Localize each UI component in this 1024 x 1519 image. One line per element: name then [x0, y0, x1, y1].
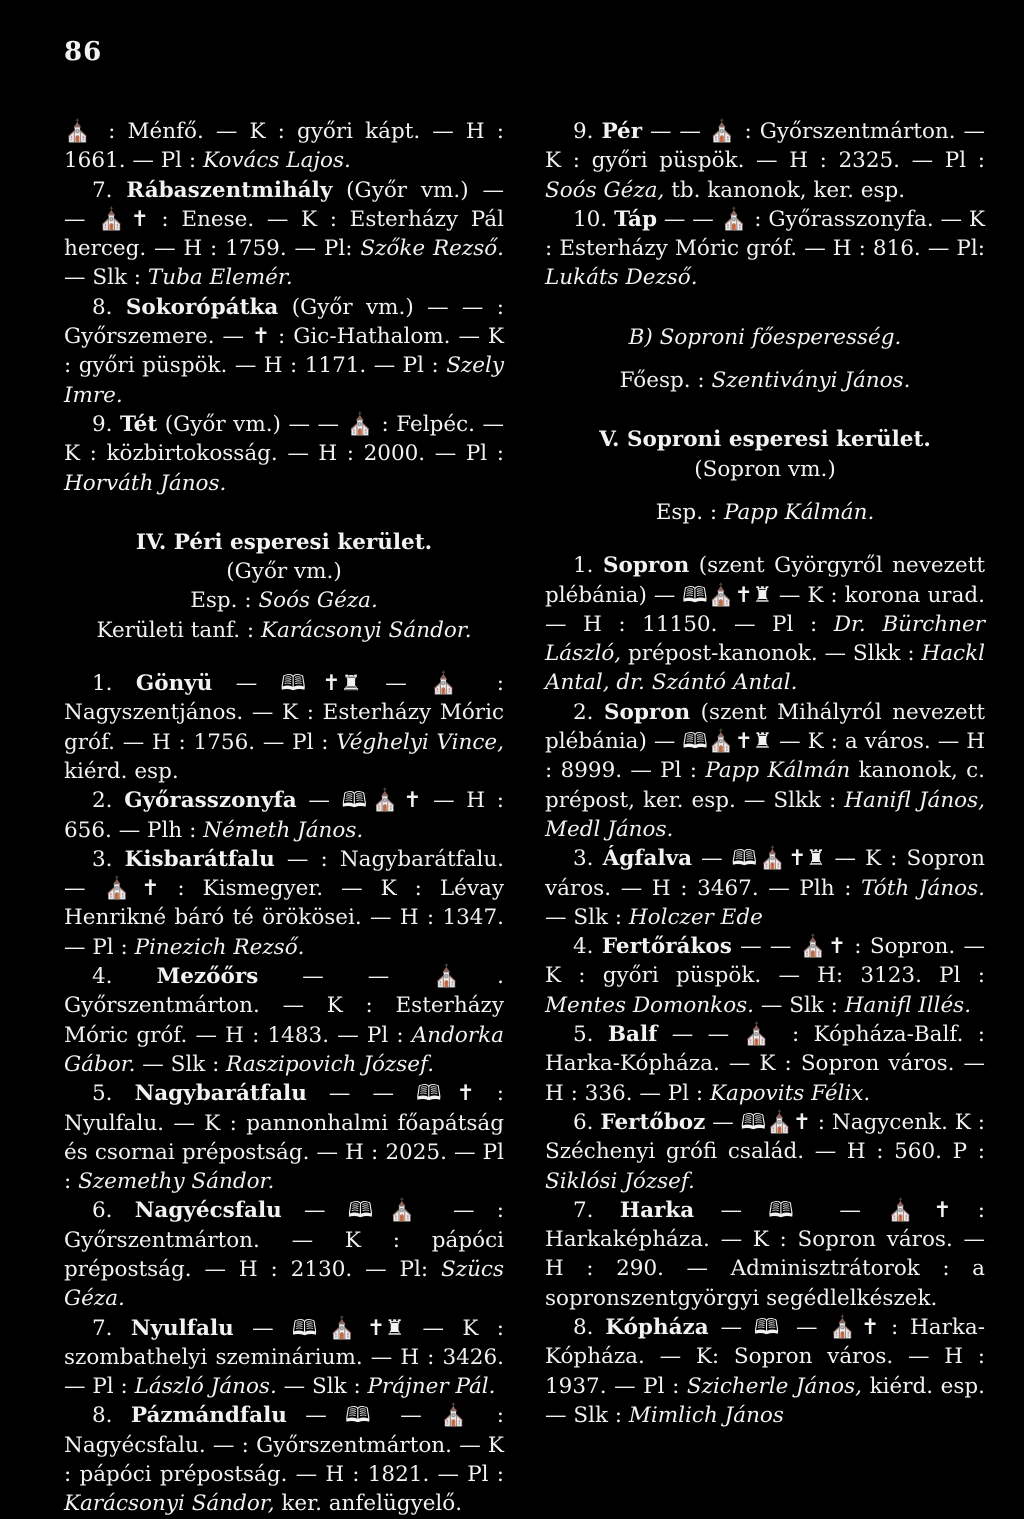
- entry-tet: [64, 410, 504, 498]
- entry-text: (szent Györgyről nevezett plébánia) — 🕮⛪✝♜ — K : korona urad. — H : 11150. — Pl :: [545, 553, 985, 637]
- chaplain-name: Hanifl János, Medl János.: [545, 787, 985, 842]
- entry-number: 7.: [92, 177, 113, 203]
- entry-rabaszentmihaly: [64, 176, 504, 293]
- archdean-name: Szentiványi János.: [711, 368, 911, 394]
- page-number: 86: [64, 37, 103, 67]
- entry-agfalva: [545, 844, 985, 932]
- pastor-name: Tóth János.: [861, 875, 985, 901]
- entry-number: 6.: [573, 1109, 594, 1135]
- chaplain-name: Tuba Elemér.: [147, 265, 293, 291]
- entry-text: ker. anfelügyelő.: [274, 1491, 463, 1517]
- entry-text: ⛪ : Ménfő. — K : győri kápt. — H : 1661. — Pl :: [64, 119, 504, 174]
- entry-text: — Slk :: [754, 992, 845, 1018]
- section-county: (Győr vm.): [226, 559, 342, 585]
- entry-text: — — ⛪ : Győrszentmárton. — K : győri püspök. — H : 2325. — Pl :: [545, 119, 985, 174]
- entry-text: — 🕮⛪✝ : Nagycenk. K : Széchenyi grófi család. — H : 560. P :: [545, 1109, 985, 1165]
- entry-number: 4.: [573, 934, 594, 960]
- entry-text: — 🕮⛪ — : Győrszentmárton. — K : pápóci prépostság. — H : 2130. — Pl:: [64, 1198, 504, 1282]
- entry-number: 5.: [573, 1022, 594, 1048]
- entry-sopron-mihaly: [545, 698, 985, 844]
- chaplain-name: Hackl Antal, dr. Szántó Antal.: [545, 641, 985, 696]
- entry-text: — — ⛪ : Győrasszonyfa. — K : Esterházy Móric gróf. — H : 816. — Pl:: [545, 206, 985, 262]
- entry-text: — — ⛪✝ : Sopron. — K : győri püspök. — H: 3123. Pl :: [545, 934, 985, 989]
- dean-name: Soós Géza.: [258, 588, 378, 614]
- entry-number: 7.: [92, 1315, 113, 1341]
- entry-text: (szent Mihályról nevezett plébánia) — 🕮⛪✝♜ — K : a város. — H : 8999. — Pl :: [545, 699, 985, 784]
- entry-text: — 🕮⛪✝ — H : 656. — Plh :: [64, 788, 504, 843]
- parish-name: Rábaszentmihály: [126, 177, 333, 203]
- section-title-v: V. Soproni esperesi kerület.: [599, 427, 931, 453]
- entry-balf: [545, 1020, 985, 1108]
- entry-nyulfalu: [64, 1314, 504, 1402]
- entry-number: 10.: [573, 206, 608, 232]
- entry-text: — — ⛪ : Kópháza-Balf. : Harka-Kópháza. — K : Sopron város. — H : 336. — Pl :: [545, 1022, 985, 1106]
- left-column: [64, 117, 504, 1519]
- pastor-name: Szicherle János,: [686, 1373, 862, 1399]
- entry-text: — 🕮 — ⛪✝ : Harka-Kópháza. — K: Sopron város. — H : 1937. — Pl :: [545, 1314, 985, 1399]
- entry-mezoors: [64, 962, 504, 1079]
- entry-text: — 🕮⛪✝♜ — K : szombathelyi szeminárium. — H : 3426. — Pl :: [64, 1315, 504, 1400]
- parish-name: Sopron: [603, 553, 690, 579]
- entry-gonyu: [64, 669, 504, 786]
- parish-name: Nyulfalu: [130, 1315, 234, 1341]
- entry-text: — : Nagybarátfalu. — ⛪✝ : Kismegyer. — K : Lévay Henrikné báró té örökösei. — H : 1347. — Pl :: [64, 846, 505, 960]
- entry-number: 6.: [92, 1198, 113, 1224]
- parish-name: Sokorópátka: [125, 294, 279, 320]
- chaplain-name: Prájner Pál.: [367, 1374, 496, 1400]
- pastor-name: Dr. Bürchner László,: [545, 611, 985, 667]
- entry-text: — Slk :: [276, 1374, 368, 1400]
- parish-name: Pázmándfalu: [130, 1403, 287, 1429]
- archdean-label: Főesp. :: [619, 368, 712, 394]
- parish-name: Fertőboz: [600, 1109, 706, 1135]
- chaplain-name: Holczer Ede: [628, 904, 763, 930]
- entry-text: (Győr vm.) — — : Győrszemere. — ✝ : Gic-Hathalom. — K : győri püspök. — H : 1171. — Pl :: [64, 294, 504, 379]
- pastor-name: Kapovits Félix.: [709, 1080, 871, 1106]
- parish-name: Kópháza: [605, 1314, 709, 1340]
- entry-text: — — ⛪. Győrszentmárton. — K : Esterházy Móric gróf. — H : 1483. — Pl :: [64, 964, 504, 1048]
- pastor-name: Véghelyi Vince,: [336, 729, 504, 755]
- section-county: (Sopron vm.): [694, 456, 836, 482]
- entry-nagyecsfalu: [64, 1196, 504, 1313]
- parish-name: Pér: [601, 119, 643, 144]
- pastor-name: Szely Imre.: [64, 353, 504, 408]
- pastor-name: Lukáts Dezső.: [545, 265, 698, 291]
- parish-name: Gönyü: [135, 671, 213, 697]
- entry-text: — Slk :: [545, 904, 629, 930]
- entry-number: 2.: [92, 788, 113, 814]
- pastor-name: Andorka Gábor.: [64, 1022, 504, 1077]
- entry-text: tb. kanonok, ker. esp.: [664, 177, 906, 203]
- entry-sokoropatka: [64, 293, 504, 410]
- inspector-name: Karácsonyi Sándor.: [260, 617, 472, 643]
- pastor-name: Soós Géza,: [545, 177, 665, 203]
- entry-text: — 🕮 — ⛪ : Nagyécsfalu. — : Győrszentmárton. — K : pápóci prépostság. — H : 1821. — Pl :: [64, 1403, 504, 1488]
- entry-text: prépost-kanonok. — Slkk :: [621, 641, 922, 667]
- pastor-name: Kovács Lajos.: [202, 148, 351, 174]
- pastor-name: Papp Kálmán: [705, 758, 851, 784]
- chaplain-name: Hanifl Illés.: [844, 992, 972, 1018]
- entry-text: kiérd. esp. — Slk :: [545, 1373, 985, 1428]
- entry-kophaza: [545, 1313, 985, 1430]
- chaplain-name: Mimlich János: [628, 1402, 784, 1428]
- pastor-name: László János.: [134, 1374, 277, 1400]
- inspector-label: Kerületi tanf. :: [96, 617, 261, 643]
- pastor-name: Mentes Domonkos.: [545, 992, 755, 1018]
- entry-number: 1.: [573, 553, 594, 579]
- right-column: [545, 117, 985, 1430]
- parish-name: Nagyécsfalu: [134, 1198, 282, 1224]
- entry-text: — 🕮✝♜ — ⛪ : Nagyszentjános. — K : Esterházy Móric gróf. — H : 1756. — Pl :: [64, 671, 504, 755]
- entry-number: 9.: [573, 119, 594, 144]
- entry-pazmandfalu: [64, 1401, 504, 1518]
- dean-line: [64, 586, 504, 615]
- entry-fertorakos: [545, 932, 985, 1020]
- pastor-name: Siklósi József.: [545, 1168, 695, 1194]
- entry-text: — — 🕮✝ : Nyulfalu. — K : pannonhalmi főapátság és csornai prépostság. — H : 2025. — Pl :: [64, 1081, 504, 1195]
- pastor-name: Szücs Géza.: [64, 1256, 504, 1312]
- entry-number: 4.: [92, 964, 113, 990]
- parish-name: Harka: [619, 1197, 695, 1223]
- entry-gyorasszonyfa: [64, 786, 504, 845]
- entry-harka: [545, 1196, 985, 1313]
- section-title-iv: IV. Péri esperesi kerület.: [135, 529, 433, 555]
- entry-number: 2.: [573, 699, 594, 725]
- pastor-name: Karácsonyi Sándor,: [64, 1491, 275, 1517]
- entry-per: [545, 117, 985, 205]
- entry-text: — Slk :: [64, 265, 148, 291]
- entry-text: — 🕮 — ⛪✝ : Harkaképháza. — K : Sopron város. — H : 290. — Adminisztrátorok : a sopronszentgyörgyi segédlelkészek.: [545, 1197, 985, 1311]
- parish-name: Nagybarátfalu: [134, 1081, 307, 1107]
- entry-nagybaratfalu: [64, 1079, 504, 1196]
- parish-name: Fertőrákos: [601, 934, 732, 960]
- archdean-line: [545, 366, 985, 395]
- entry-number: 9.: [92, 411, 113, 437]
- parish-name: Győrasszonyfa: [124, 788, 297, 814]
- parish-name: Sopron: [603, 699, 691, 725]
- entry-number: 3.: [92, 846, 113, 872]
- chaplain-name: Raszipovich József.: [226, 1051, 435, 1077]
- entry-text: — Slk :: [135, 1051, 227, 1077]
- entry-number: 1.: [92, 671, 113, 697]
- entry-fertoboz: [545, 1108, 985, 1196]
- entry-kisbaratfalu: [64, 845, 504, 962]
- entry-text: (Győr vm.) — — ⛪✝ : Enese. — K : Esterházy Pál herceg. — H : 1759. — Pl:: [64, 177, 504, 262]
- entry-number: 3.: [573, 846, 594, 872]
- section-title-b: B) Soproni főesperesség.: [628, 324, 902, 350]
- pastor-name: Németh János.: [203, 817, 364, 843]
- entry-text: kanonok, c. prépost, ker. esp. — Slkk :: [545, 758, 985, 813]
- entry-sopron-gyorgy: [545, 551, 985, 697]
- entry-menfo: [64, 117, 504, 176]
- dean-label: Esp. :: [655, 499, 724, 525]
- entry-number: 8.: [92, 294, 113, 320]
- pastor-name: Pinezich Rezső.: [134, 934, 305, 960]
- dean-label: Esp. :: [190, 588, 259, 614]
- parish-name: Ágfalva: [602, 846, 693, 872]
- entry-text: — 🕮⛪✝♜ — K : Sopron város. — H : 3467. — Plh :: [545, 846, 985, 901]
- parish-name: Táp: [614, 206, 657, 232]
- inspector-line: [64, 616, 504, 645]
- pastor-name: Szőke Rezső.: [360, 236, 505, 262]
- entry-number: 7.: [573, 1197, 594, 1223]
- entry-number: 5.: [92, 1081, 113, 1107]
- entry-number: 8.: [573, 1314, 594, 1340]
- pastor-name: Szemethy Sándor.: [78, 1169, 275, 1195]
- parish-name: Tét: [120, 411, 158, 437]
- parish-name: Balf: [607, 1022, 658, 1048]
- pastor-name: Horváth János.: [64, 470, 227, 496]
- dean-name: Papp Kálmán.: [723, 499, 875, 525]
- entry-text: kiérd. esp.: [64, 758, 179, 784]
- dean-line: [545, 498, 985, 527]
- entry-number: 8.: [92, 1403, 113, 1429]
- entry-text: (Győr vm.) — — ⛪ : Felpéc. — K : közbirtokosság. — H : 2000. — Pl :: [64, 411, 504, 467]
- parish-name: Kisbarátfalu: [124, 846, 275, 872]
- parish-name: Mezőőrs: [156, 964, 259, 990]
- entry-tap: [545, 205, 985, 293]
